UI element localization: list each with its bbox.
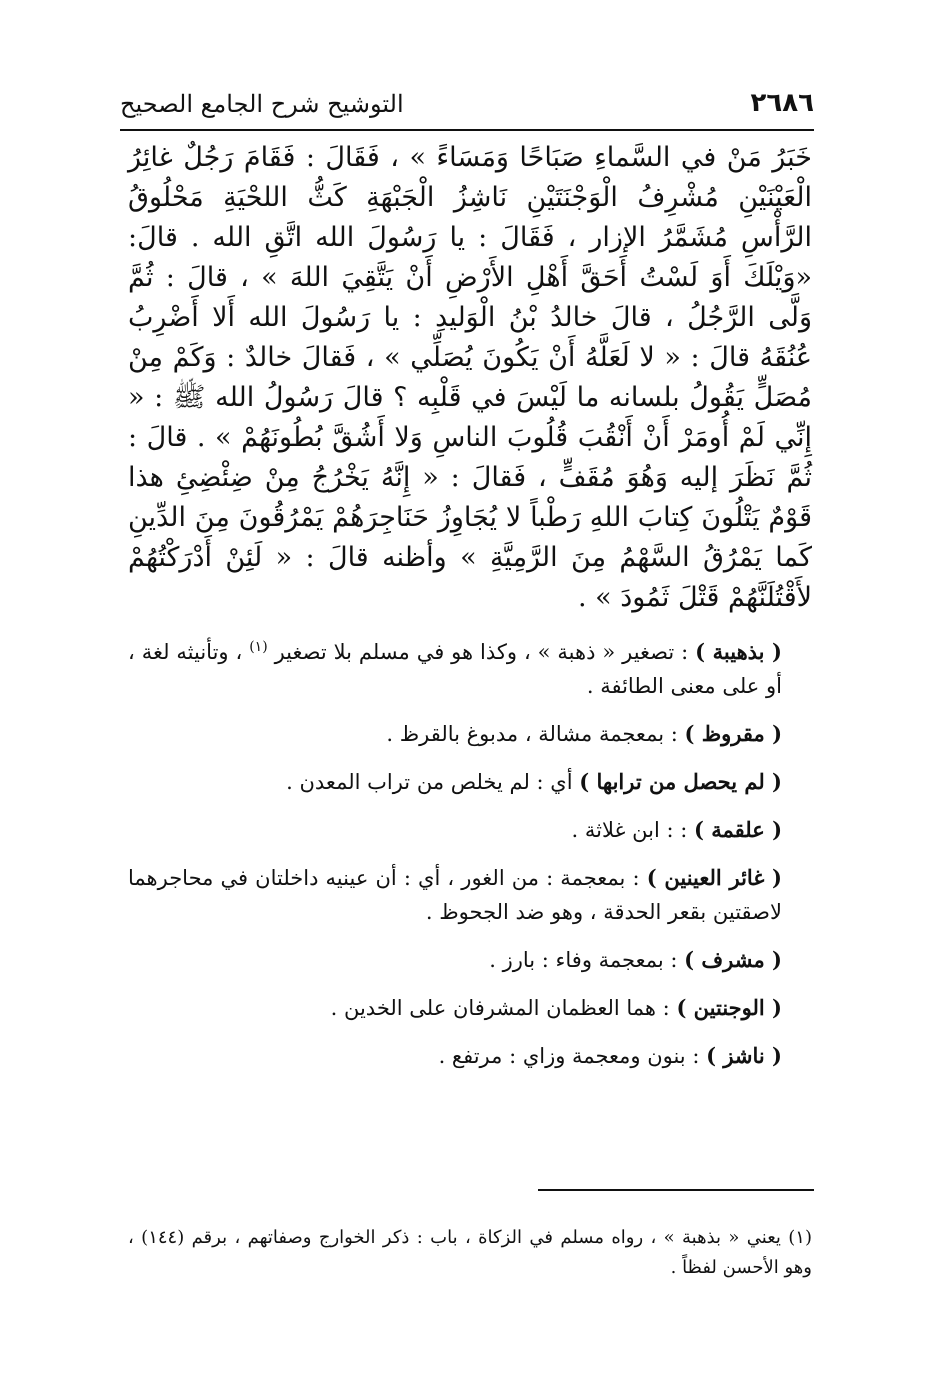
note-text: أي : لم يخلص من تراب المعدن . (286, 770, 580, 794)
note-text: : : ابن غلاثة . (571, 818, 694, 842)
note-term: ( علقمة ) (694, 817, 782, 842)
note-term: ( الوجنتين ) (676, 995, 782, 1020)
hadith-text: خَبَرُ مَنْ في السَّماءِ صَبَاحًا وَمَسَاءً » ، فَقَالَ : فَقَامَ رَجُلٌ غائِرُ الْعَيْنَيْنِ مُشْرِفُ الْوَجْنَتَيْنِ نَاشِزُ الْجَبْهَةِ كَثُّ اللحْيَةِ مَحْلُوقُ الرَّأْسِ مُشَمَّرُ الإزار ، فَقَالَ : يا رَسُولَ الله اتَّقِ الله . قالَ: «وَيْلَكَ أَوَ لَسْتُ أَحَقَّ أَهْلِ الأَرْضِ أَنْ يَتَّقِيَ اللهَ » ، قالَ : ثُمَّ وَلَّى الرَّجُلُ ، قالَ خالدُ بْنُ الْوَليدِ : يا رَسُولَ الله أَلا أَضْرِبُ عُنُقَهُ قالَ : « لا لَعَلَّهُ أَنْ يَكُونَ يُصَلِّي » ، فَقالَ خالدٌ : وَكَمْ مِنْ مُصَلٍّ يَقُولُ بلسانه ما لَيْسَ في قَلْبِه ؟ قالَ رَسُولُ الله ﷺ : « إِنِّي لَمْ أُومَرْ أَنْ أَنْقُبَ قُلُوبَ الناسِ وَلا أَشُقَّ بُطُونَهُمْ » . قالَ : ثُمَّ نَظَرَ إليه وَهُوَ مُقَفٍّ ، فَقالَ : « إِنَّهُ يَخْرُجُ مِنْ ضِئْضِئِ هذا قَوْمٌ يَتْلُونَ كِتابَ اللهِ رَطْباً لا يُجَاوِزُ حَنَاجِرَهُمْ يَمْرُقُونَ مِنَ الدِّينِ كَما يَمْرُقُ السَّهْمُ مِنَ الرَّمِيَّةِ » وأظنه قالَ : « لَئِنْ أَدْرَكْتُهُمْ لأَقْتُلَنَّهُمْ قَتْلَ ثَمُودَ » . (128, 142, 812, 613)
note-text: : هما العظمان المشرفان على الخدين . (330, 996, 677, 1020)
note-term: ( مشرف ) (684, 947, 782, 972)
page-body (128, 138, 812, 1073)
note-text: : بمعجمة : من الغور ، أي : أن عينيه داخلتان في محاجرهما لاصقتين بقعر الحدقة ، وهو ضد الجحوظ . (128, 866, 782, 924)
note-nashiz (128, 1039, 812, 1073)
note-term: ( غائر العينين ) (646, 865, 782, 890)
note-term: ( بذهيبة ) (695, 639, 782, 664)
note-al-wajnatayn (128, 991, 812, 1025)
note-ghair-al-aynayn (128, 861, 812, 929)
note-text: : بنون ومعجمة وزاي : مرتفع . (438, 1044, 707, 1068)
page-header (120, 88, 814, 128)
note-budhayba (128, 630, 812, 703)
note-text: : بمعجمة مشالة ، مدبوغ بالقرظ . (386, 722, 685, 746)
running-title: التوشيح شرح الجامع الصحيح (120, 90, 404, 118)
note-term: ( مقروظ ) (684, 721, 782, 746)
note-term: ( لم يحصل من ترابها ) (579, 769, 782, 794)
note-lam-yuhassal (128, 765, 812, 799)
header-rule (120, 129, 814, 131)
page-number: ٢٦٨٦ (750, 88, 814, 118)
note-term: ( ناشز ) (706, 1043, 782, 1068)
footnote-rule (538, 1189, 814, 1191)
footnote: (١) يعني « بذهبة » ، رواه مسلم في الزكاة ، باب : ذكر الخوارج وصفاتهم ، برقم (١٤٤) ، وهو الأحسن لفظاً . (128, 1227, 812, 1278)
note-maqruz (128, 717, 812, 751)
note-text: : تصغير « ذهبة » ، وكذا هو في مسلم بلا تصغير (267, 640, 696, 664)
note-text-continued: ، وتأنيثه لغة ، أو على معنى الطائفة . (128, 640, 782, 698)
note-mushrif (128, 943, 812, 977)
note-text: : بمعجمة وفاء : بارز . (489, 948, 685, 972)
footnote-ref: (١) (249, 639, 268, 655)
note-alqama (128, 813, 812, 847)
